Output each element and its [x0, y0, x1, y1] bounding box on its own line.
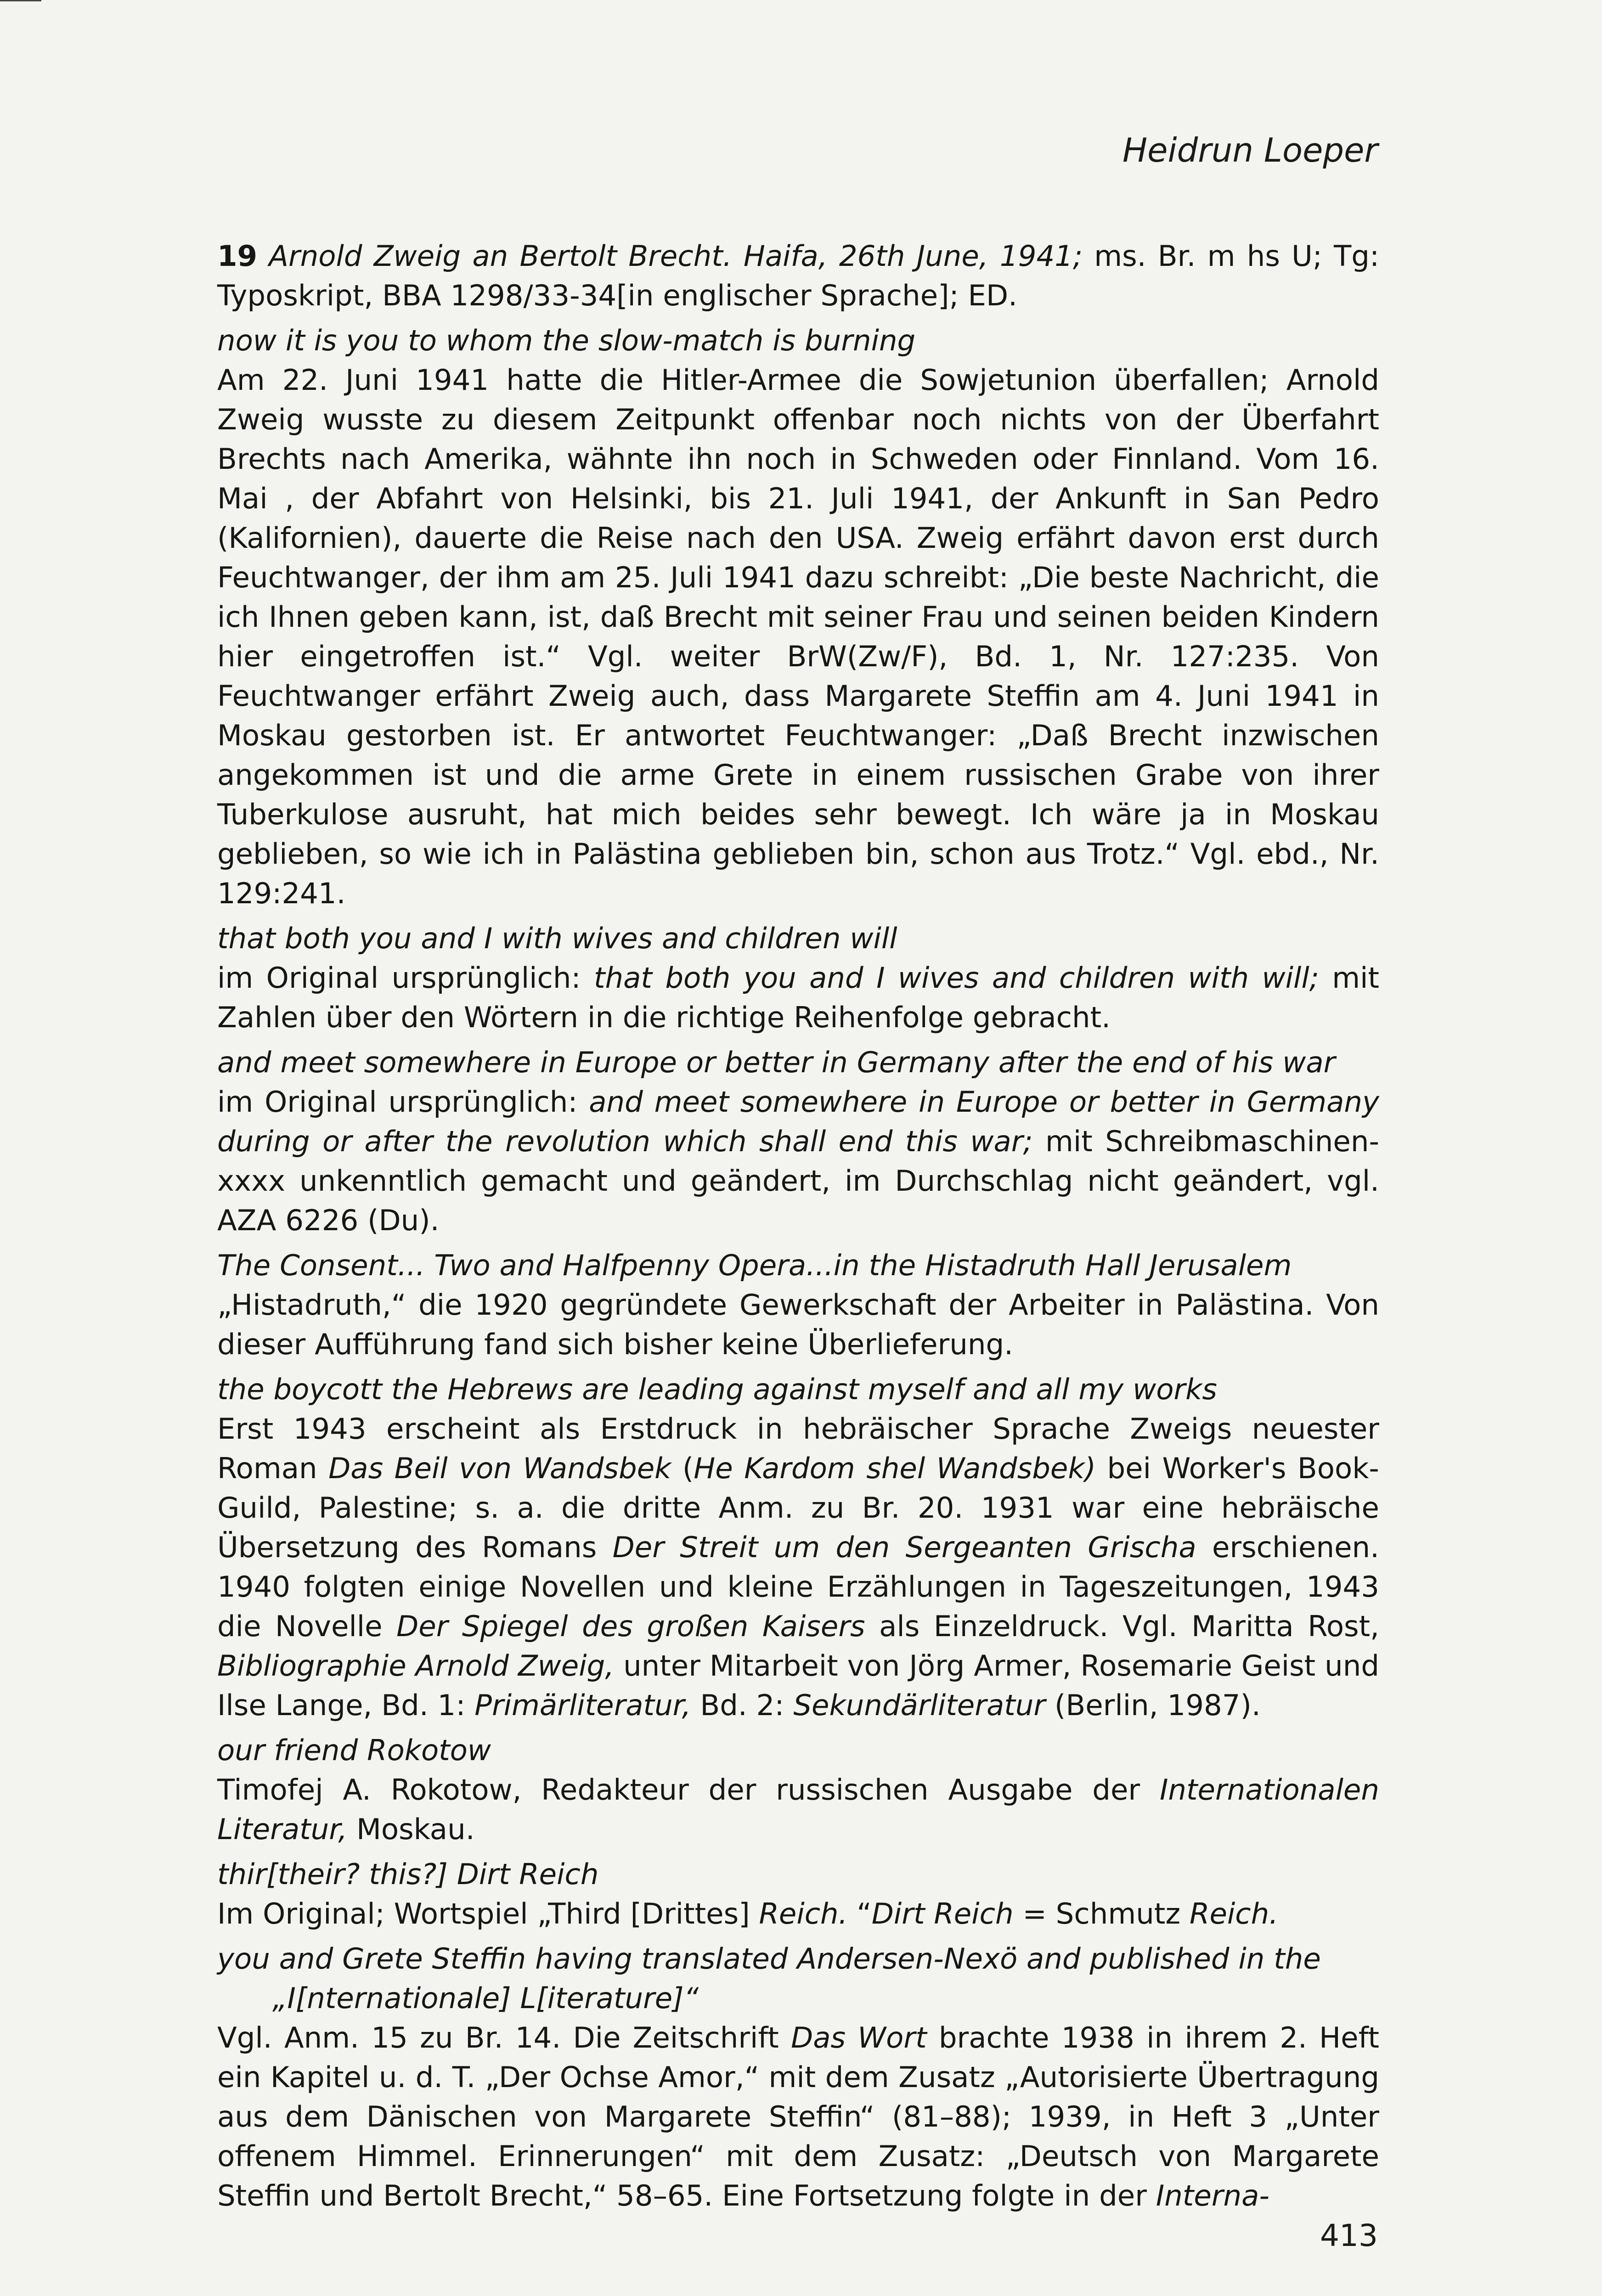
note-lemma: the boycott the Hebrews are leading against myself and all my works [217, 1373, 1217, 1406]
book-title: Primärliteratur, [474, 1688, 691, 1722]
note-lemma-continuation: „I[nternationale] L[iterature]“ [272, 1981, 699, 2015]
letter-heading [217, 236, 1379, 315]
note-body-text: bei Worker's Book-Guild, Palestine; s. a. die dritte Anm. zu Br. 20. 1931 war eine hebräische Übersetzung des Romans [217, 1452, 1379, 1564]
note-lemma: you and Grete Steffin having translated Andersen-Nexö and published in the [217, 1942, 1321, 1975]
book-title: Bibliographie Arnold Zweig, [217, 1649, 615, 1683]
note-lemma: thir[their? this?] Dirt Reich [217, 1857, 599, 1891]
note-body [217, 958, 1379, 1037]
notes-body [217, 236, 1379, 2216]
note-body-text: mit Schreibmaschinen-xxxx unkenntlich gemacht und geändert, im Durchschlag nicht geändert, vgl. AZA 6226 (Du). [217, 1125, 1379, 1237]
note-body-text: Erst 1943 erscheint als Erstdruck in hebräischer Sprache Zweigs neuester Roman [217, 1412, 1379, 1485]
note-lemma: and meet somewhere in Europe or better in Germany after the end of his war [217, 1046, 1336, 1079]
note-body-quote: that both you and I wives and children with will; [594, 961, 1319, 995]
note-body-text: mit Zahlen über den Wörtern in die richtige Reihenfolge gebracht. [217, 961, 1379, 1034]
journal-title: Das Wort [791, 2021, 927, 2054]
book-title: Der Spiegel des großen Kaisers [396, 1609, 865, 1643]
note-body-text: Vgl. Anm. 15 zu Br. 14. Die Zeitschrift [217, 2021, 791, 2054]
note-body-text: Bd. 2: [691, 1688, 794, 1722]
page-number: 413 [1320, 2218, 1378, 2253]
note-body-quote: and meet somewhere in Europe or better in Germany during or after the revolution which shall end this war; [217, 1085, 1379, 1158]
journal-title: Internationalen Literatur, [217, 1773, 1379, 1846]
letter-title: Arnold Zweig an Bertolt Brecht. Haifa, 26th June, 1941; [269, 239, 1083, 273]
note-body-text: Timofej A. Rokotow, Redakteur der russischen Ausgabe der [217, 1773, 1160, 1806]
note-body [217, 1770, 1379, 1849]
note-body-text: unter Mitarbeit von Jörg Armer, Rosemarie Geist und Ilse Lange, Bd. 1: [217, 1649, 1380, 1722]
note-body-quote: Reich. [759, 1897, 848, 1930]
note-body-quote: Reich. [1190, 1897, 1279, 1930]
running-head: Heidrun Loeper [1123, 131, 1378, 169]
note-body-text: erschienen. 1940 folgten einige Novellen und kleine Erzählungen in Tageszeitungen, 1943 die Novelle [217, 1531, 1379, 1643]
book-title: He Kardom shel Wandsbek) [694, 1452, 1096, 1485]
note-lemma: now it is you to whom the slow-match is burning [217, 324, 916, 357]
note-body [217, 1894, 1379, 1934]
note-body-text: ( [671, 1452, 694, 1485]
note-body-text: = Schmutz [1013, 1897, 1190, 1930]
note-body: „Histadruth,“ die 1920 gegründete Gewerkschaft der Arbeiter in Palästina. Von dieser Aufführung fand sich bisher keine Überlieferung. [217, 1288, 1379, 1361]
letter-number: 19 [217, 239, 257, 273]
note-lemma: that both you and I with wives and children will [217, 922, 897, 955]
note-lemma: our friend Rokotow [217, 1733, 491, 1767]
scan-edge-mark [0, 0, 41, 1]
note-body-quote: Dirt Reich [871, 1897, 1014, 1930]
note-body: Am 22. Juni 1941 hatte die Hitler-Armee die Sowjetunion überfallen; Arnold Zweig wusste zu diesem Zeitpunkt offenbar noch nichts von der Überfahrt Brechts nach Amerika, wähnte ihn noch in Schweden oder Finnland. Vom 16. Mai , der Abfahrt von Helsinki, bis 21. Juli 1941, der Ankunft in San Pedro (Kalifornien), dauerte die Reise nach den USA. Zweig erfährt davon erst durch Feuchtwanger, der ihm am 25. Juli 1941 dazu schreibt: „Die beste Nachricht, die ich Ihnen geben kann, ist, daß Brecht mit seiner Frau und seinen beiden Kindern hier eingetroffen ist.“ Vgl. weiter BrW(Zw/F), Bd. 1, Nr. 127:235. Von Feuchtwanger erfährt Zweig auch, dass Margarete Steffin am 4. Juni 1941 in Moskau gestorben ist. Er antwortet Feuchtwanger: „Daß Brecht inzwischen angekommen ist und die arme Grete in einem russischen Grabe von ihrer Tuberkulose ausruht, hat mich beides sehr bewegt. Ich wäre ja in Moskau geblieben, so wie ich in Palästina geblieben bin, schon aus Trotz.“ Vgl. ebd., Nr. 129:241. [217, 363, 1379, 910]
book-title: Das Beil von Wandsbek [328, 1452, 671, 1485]
note-body-text: im Original ursprünglich: [217, 1085, 589, 1119]
book-title: Der Streit um den Sergeanten Grischa [612, 1531, 1196, 1564]
journal-title: Interna- [1156, 2179, 1269, 2212]
note-body-text: Im Original; Wortspiel „Third [Drittes] [217, 1897, 759, 1930]
letter-description: ms. Br. m hs U; Tg: Typoskript, BBA 1298/33-34[in englischer Sprache]; ED. [217, 239, 1380, 312]
note-lemma: The Consent... Two and Halfpenny Opera...in the Histadruth Hall Jerusalem [217, 1249, 1292, 1282]
book-title: Sekundärliteratur [793, 1688, 1046, 1722]
note-body [217, 1082, 1379, 1240]
note-body-text: (Berlin, 1987). [1045, 1688, 1261, 1722]
note-body-text: brachte 1938 in ihrem 2. Heft ein Kapitel u. d. T. „Der Ochse Amor,“ mit dem Zusatz „Autorisierte Übertragung aus dem Dänischen von Margarete Steffin“ (81–88); 1939, in Heft 3 „Unter offenem Himmel. Erinnerungen“ mit dem Zusatz: „Deutsch von Margarete Steffin und Bertolt Brecht,“ 58–65. Eine Fortsetzung folgte in der [217, 2021, 1379, 2212]
note-body-text: “ [847, 1897, 872, 1930]
note-body [217, 1409, 1379, 1725]
note-body-text: Moskau. [347, 1812, 475, 1846]
note-body-text: als Einzeldruck. Vgl. Maritta Rost, [865, 1609, 1379, 1643]
note-body [217, 2018, 1379, 2216]
note-body-text: im Original ursprünglich: [217, 961, 594, 995]
